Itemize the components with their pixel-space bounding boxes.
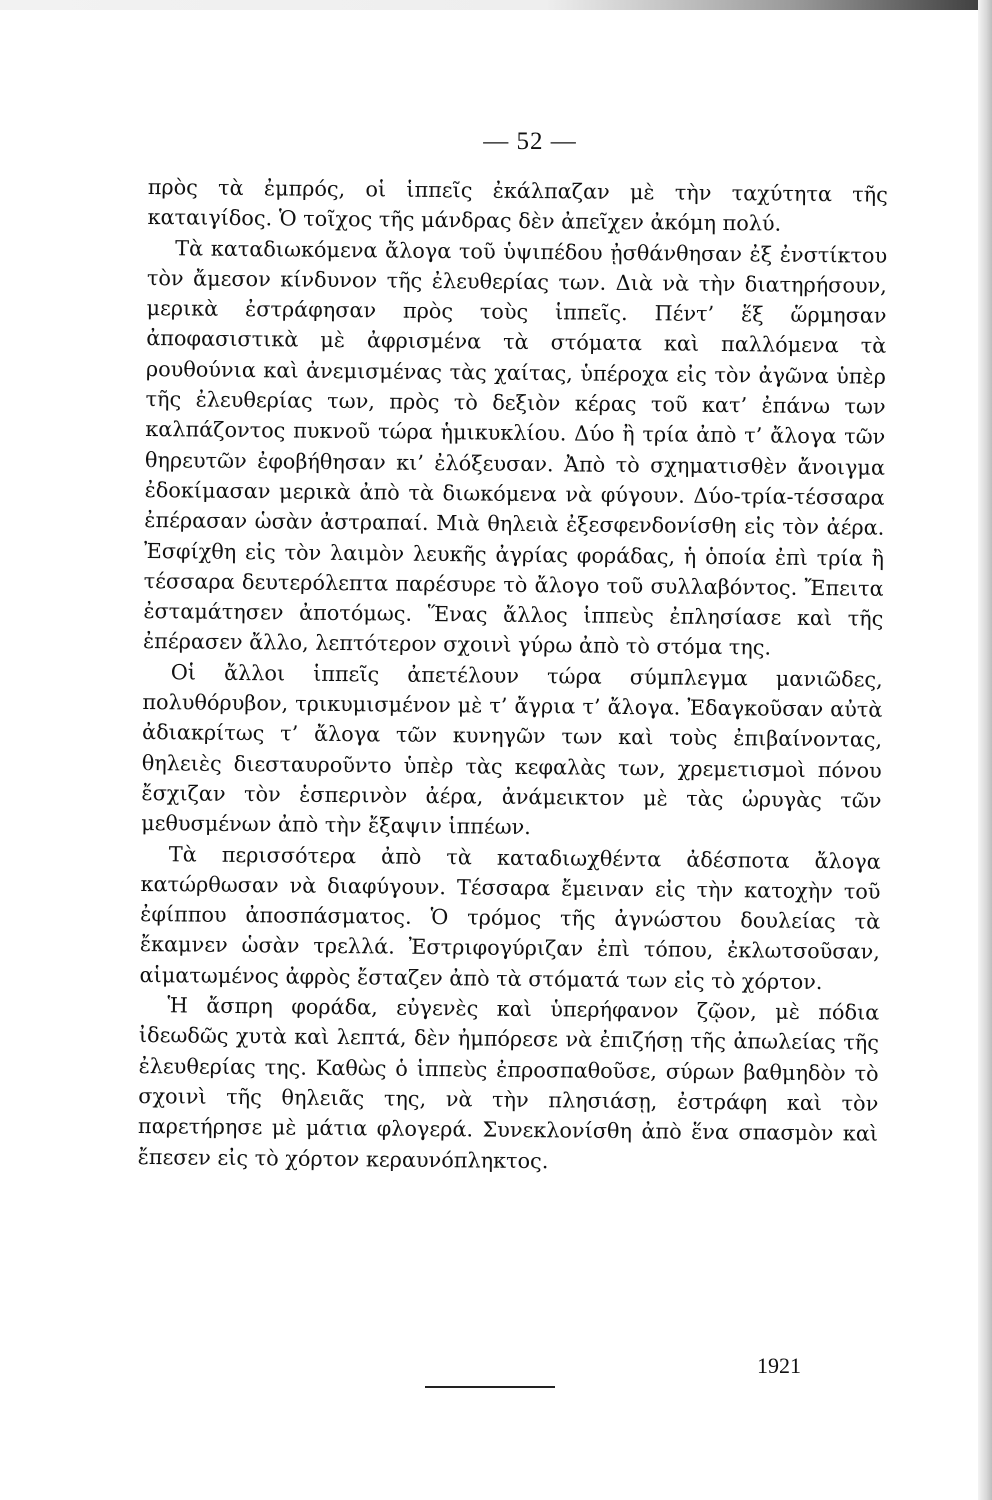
year-note: 1921	[757, 1353, 801, 1378]
body-text	[138, 172, 888, 1179]
footer-rule	[425, 1386, 555, 1388]
paragraph-1: πρὸς τὰ ἐμπρός, οἱ ἱππεῖς ἐκάλπαζαν μὲ τὴν ταχύτητα τῆς καταιγίδος. Ὁ τοῖχος τῆς μάνδρας δὲν ἀπεῖχεν ἀκόμη πολύ.	[147, 174, 888, 236]
paragraph-3: Οἱ ἄλλοι ἱππεῖς ἀπετέλουν τώρα σύμπλεγμα μανιῶδες, πολυθόρυβον, τρικυμισμένον μὲ τ’ ἄγρια τ’ ἄλογα. Ἐδαγκοῦσαν αὐτὰ ἀδιακρίτως τ’ ἄλογα τῶν κυνηγῶν των καὶ τοὺς ἐπιβαίνοντας, θηλειὲς διεσταυροῦντο ὑπὲρ τὰς κεφαλὰς των, χρεμετισμοὶ πόνου ἔσχιζαν τὸν ἑσπερινὸν ἀέρα, ἀνάμεικτον μὲ τὰς ὠρυγὰς τῶν μεθυσμένων ἀπὸ τὴν ἔξαψιν ἱππέων.	[141, 660, 883, 840]
paragraph-4: Τὰ περισσότερα ἀπὸ τὰ καταδιωχθέντα ἀδέσποτα ἄλογα κατώρθωσαν νὰ διαφύγουν. Τέσσαρα ἔμειναν εἰς τὴν κατοχὴν τοῦ ἐφίππου ἀποσπάσματος. Ὁ τρόμος τῆς ἀγνώστου δουλείας τὰ ἔκαμνεν ὡσὰν τρελλά. Ἐστριφογύριζαν ἐπὶ τόπου, ἐκλωτσοῦσαν, αἱματωμένος ἀφρὸς ἔσταζεν ἀπὸ τὰ στόματά των εἰς τὸ χόρτον.	[139, 841, 881, 994]
paragraph-5: Ἡ ἄσπρη φοράδα, εὐγενὲς καὶ ὑπερήφανον ζῷον, μὲ πόδια ἰδεωδῶς χυτὰ καὶ λεπτά, δὲν ἠμπόρεσε νὰ ἐπιζήσῃ τῆς ἀπωλείας τῆς ἐλευθερίας της. Καθὼς ὁ ἱππεὺς ἐπροσπαθοῦσε, σύρων βαθμηδὸν τὸ σχοινὶ τῆς θηλειᾶς της, νὰ τὴν πλησιάσῃ, ἐστράφη καὶ τὸν παρετήρησε μὲ μάτια φλογερά. Συνεκλονίσθη ἀπὸ ἕνα σπασμὸν καὶ ἔπεσεν εἰς τὸ χόρτον κεραυνόπληκτος.	[137, 993, 880, 1173]
paragraph-2: Τὰ καταδιωκόμενα ἄλογα τοῦ ὑψιπέδου ᾐσθάνθησαν ἐξ ἐνστίκτου τὸν ἄμεσον κίνδυνον τῆς ἐλευθερίας των. Διὰ νὰ τὴν διατηρήσουν, μερικὰ ἐστράφησαν πρὸς τοὺς ἱππεῖς. Πέντ’ ἕξ ὥρμησαν ἀποφασιστικὰ μὲ ἀφρισμένα τὰ στόματα καὶ παλλόμενα τὰ ρουθούνια καὶ ἀνεμισμένας τὰς χαίτας, ὑπέροχα εἰς τὸν ἀγῶνα ὑπὲρ τῆς ἐλευθερίας των, πρὸς τὸ δεξιὸν κέρας τοῦ κατ’ ἐπάνω των καλπάζοντος πυκνοῦ τώρα ἡμικυκλίου. Δύο ἢ τρία ἀπὸ τ’ ἄλογα τῶν θηρευτῶν ἐφοβήθησαν κι’ ἐλόξευσαν. Ἀπὸ τὸ σχηματισθὲν ἄνοιγμα ἐδοκίμασαν μερικὰ ἀπὸ τὰ διωκόμενα νὰ φύγουν. Δύο-τρία-τέσσαρα ἐπέρασαν ὡσὰν ἀστραπαί. Μιὰ θηλειὰ ἐξεσφενδονίσθη εἰς τὸν ἀέρα. Ἐσφίχθη εἰς τὸν λαιμὸν λευκῆς ἀγρίας φοράδας, ἡ ὁποία ἐπὶ τρία ἢ τέσσαρα δευτερόλεπτα παρέσυρε τὸ ἄλογο τοῦ συλλαβόντος. Ἔπειτα ἐσταμάτησεν ἀποτόμως. Ἕνας ἄλλος ἱππεὺς ἐπλησίασε καὶ τῆς ἐπέρασεν ἄλλο, λεπτότερον σχοινὶ γύρω ἀπὸ τὸ στόμα της.	[142, 235, 888, 661]
scan-top-edge	[0, 0, 992, 10]
page-number: — 52 —	[483, 128, 577, 155]
scan-right-edge	[978, 0, 992, 1500]
